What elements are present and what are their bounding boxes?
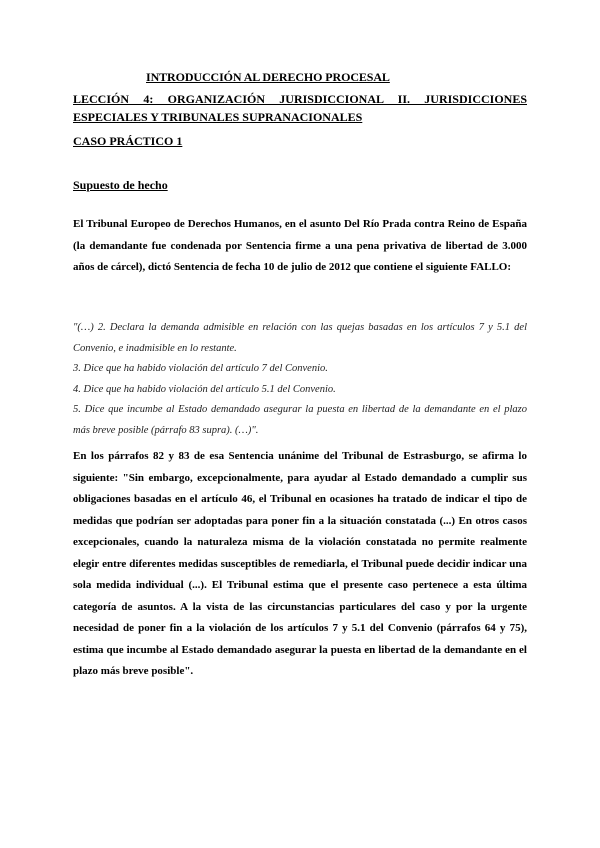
document-title: INTRODUCCIÓN AL DERECHO PROCESAL [146,70,390,84]
ruling-item-4: 4. Dice que ha habido violación del artículo 5.1 del Convenio. [73,383,336,395]
ruling-item-5: 5. Dice que incumbe al Estado demandado asegurar la puesta en libertad de la demandante en el plazo más breve posible (párrafo 83 supra). (…)". [73,404,527,436]
ruling-quote [73,318,527,441]
facts-heading: Supuesto de hecho [73,178,168,192]
judgment-paragraph: En los párrafos 82 y 83 de esa Sentencia unánime del Tribunal de Estrasburgo, se afirma lo siguiente: "Sin embargo, excepcionalmente, para ayudar al Estado demandado a cumplir sus obligaciones basadas en el artículo 46, el Tribunal en ocasiones ha tratado de indicar el tipo de medidas que podrían ser adoptadas para poner fin a la situación constatada (...) En otros casos excepcionales, cuando la naturaleza misma de la violación constatada no permite realmente elegir entre diferentes medidas susceptibles de remediarla, el Tribunal puede decidir indicar una sola medida individual (...). El Tribunal estima que el presente caso pertenece a esta última categoría de asuntos. A la vista de las circunstancias particulares del caso y por la urgente necesidad de poner fin a la violación de los artículos 7 y 5.1 del Convenio (párrafos 64 y 75), estima que incumbe al Estado demandado asegurar la puesta en libertad de la demandante en el plazo más breve posible". [73,450,527,677]
intro-paragraph: El Tribunal Europeo de Derechos Humanos, en el asunto Del Río Prada contra Reino de España (la demandante fue condenada por Sentencia firme a una pena privativa de libertad de 3.000 años de cárcel), dictó Sentencia de fecha 10 de julio de 2012 que contiene el siguiente FALLO: [73,218,527,273]
lesson-heading: LECCIÓN 4: ORGANIZACIÓN JURISDICCIONAL II. JURISDICCIONES ESPECIALES Y TRIBUNALES SUPRANACIONALES [73,92,527,124]
ruling-item-3: 3. Dice que ha habido violación del artículo 7 del Convenio. [73,363,328,374]
ruling-item-2: "(…) 2. Declara la demanda admisible en relación con las quejas basadas en los artículos 7 y 5.1 del Convenio, e inadmisible en lo restante. [73,322,527,354]
case-heading: CASO PRÁCTICO 1 [73,134,183,148]
